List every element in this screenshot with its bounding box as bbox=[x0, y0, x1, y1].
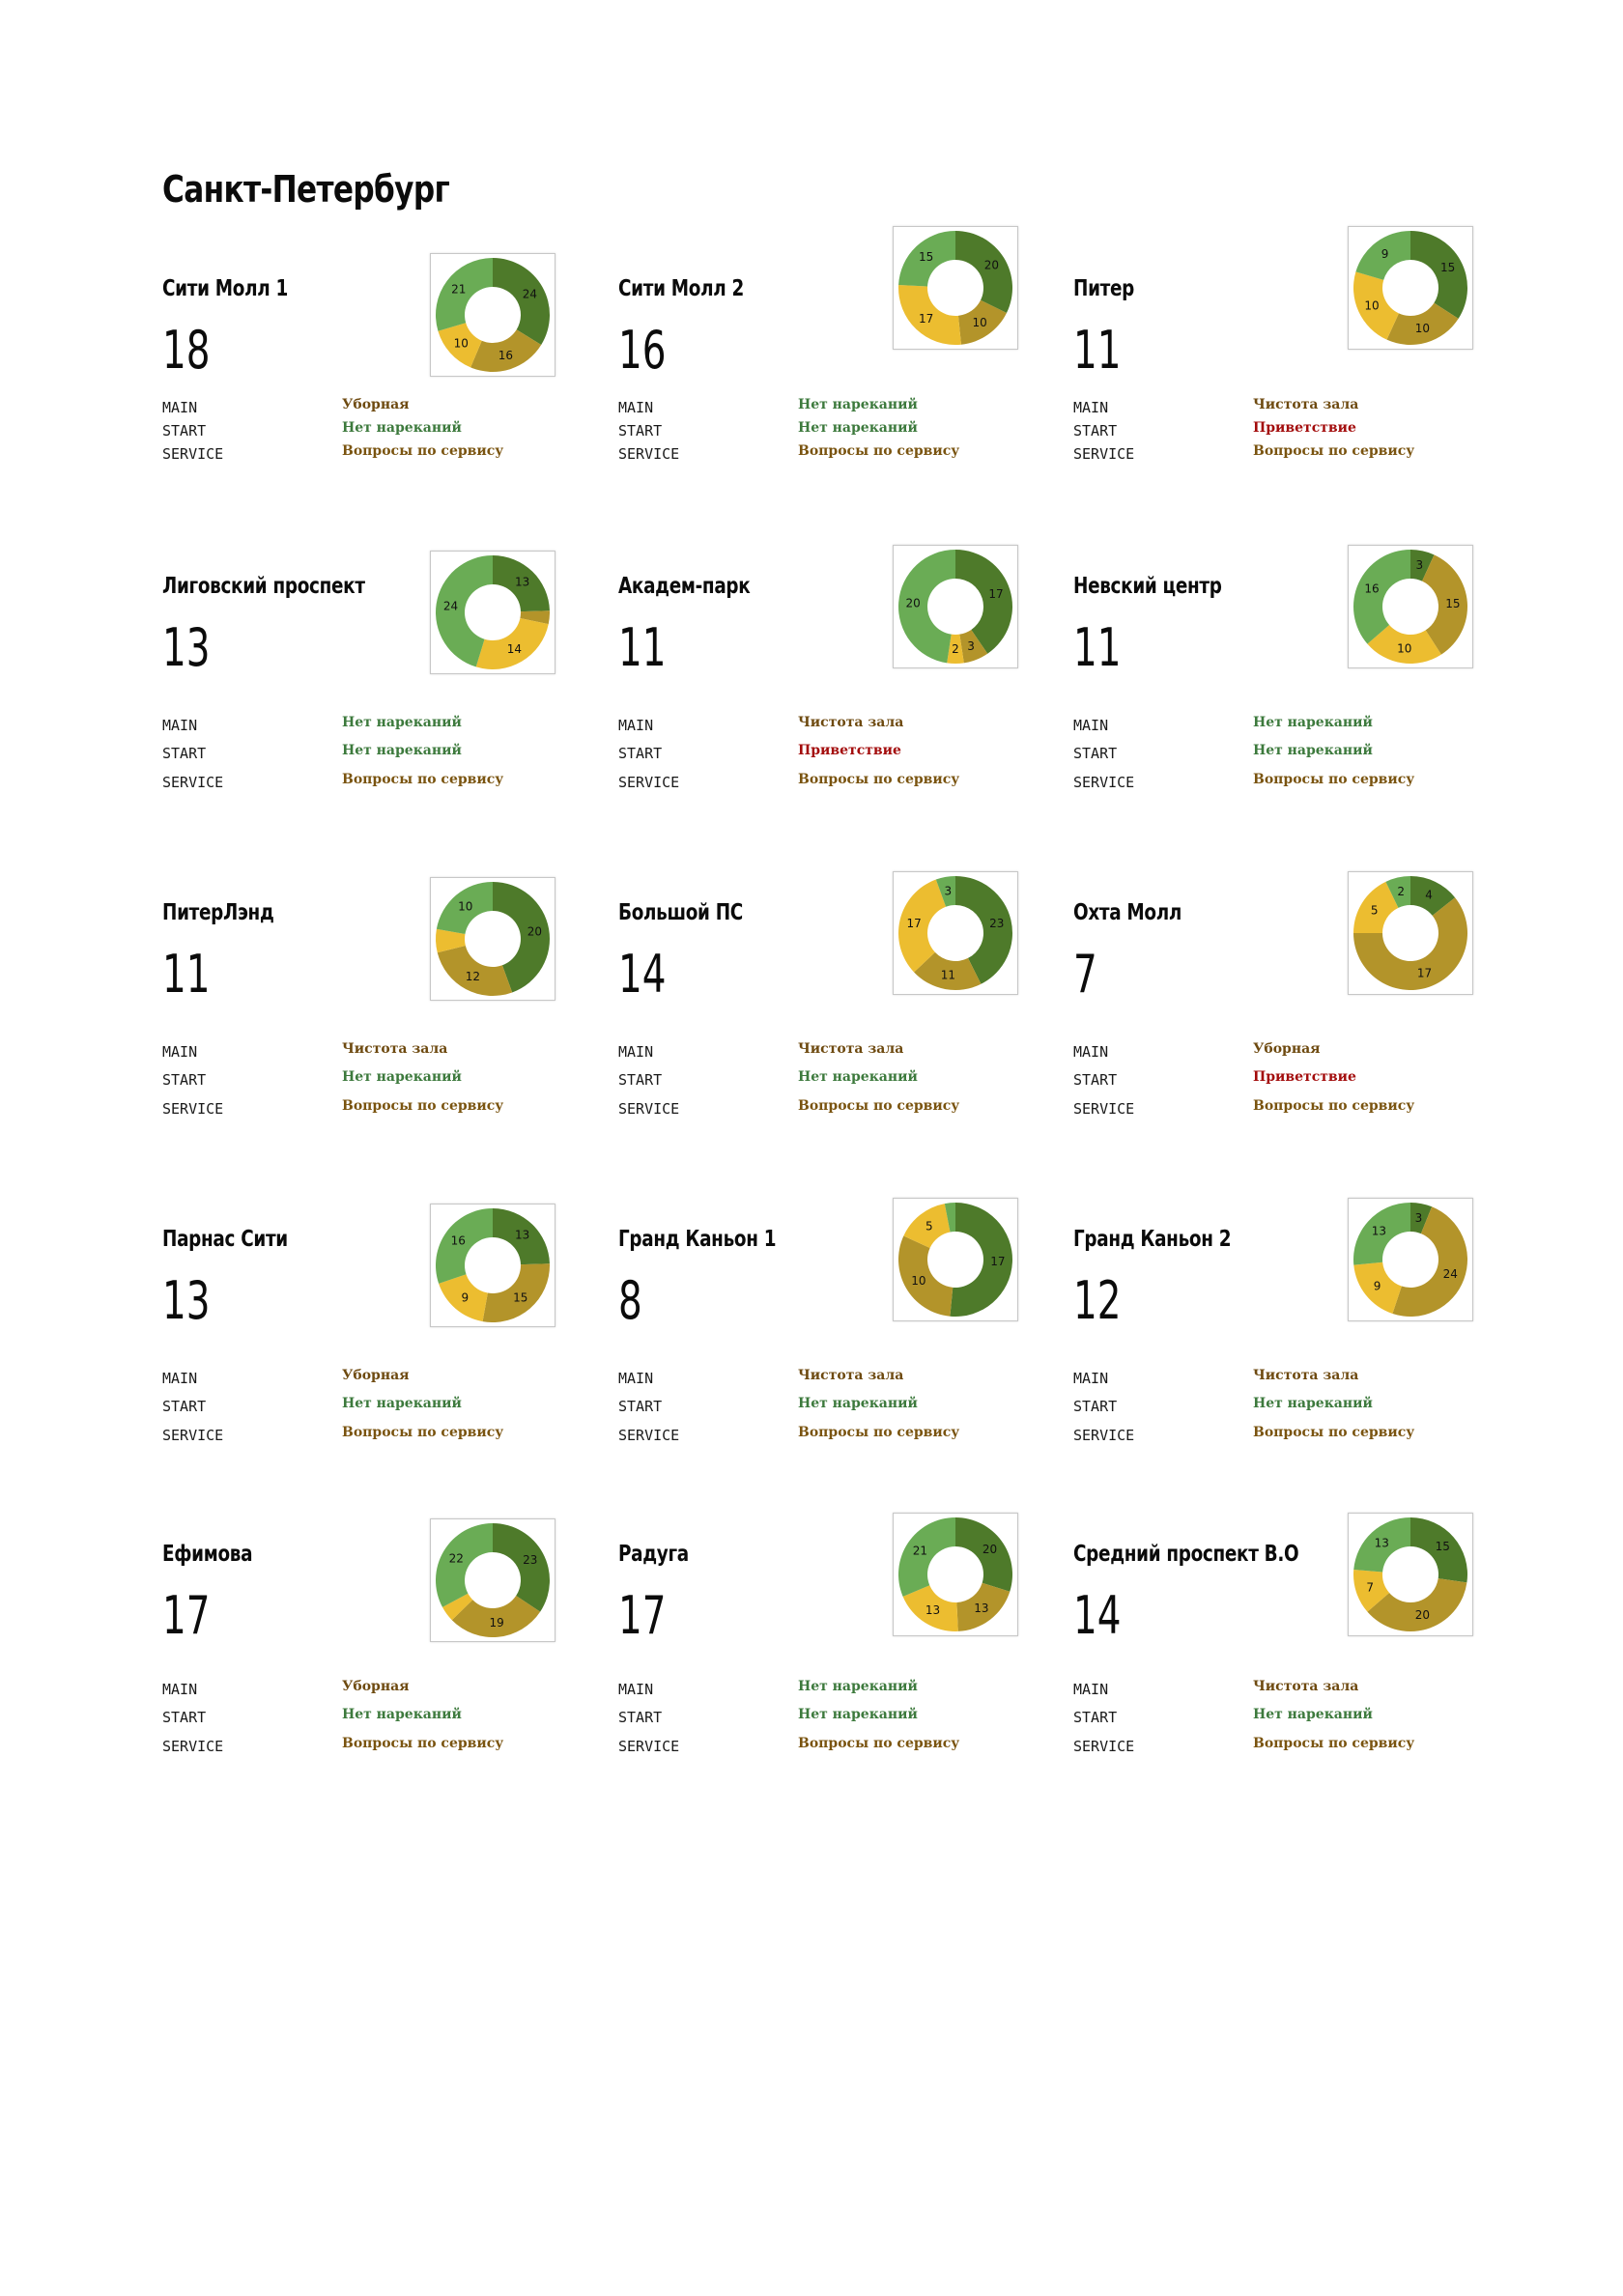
donut-svg bbox=[431, 878, 555, 1000]
donut-chart bbox=[893, 1513, 1018, 1636]
start-status: Нет нареканий bbox=[798, 1396, 918, 1411]
slice-value-label: 23 bbox=[523, 1553, 538, 1568]
donut-chart bbox=[1348, 226, 1473, 350]
slice-value-label: 17 bbox=[988, 587, 1004, 602]
slice-value-label: 24 bbox=[1442, 1267, 1458, 1282]
service-status: Вопросы по сервису bbox=[798, 443, 960, 459]
service-label: SERVICE bbox=[1073, 774, 1135, 791]
main-status: Чистота зала bbox=[1253, 1368, 1359, 1383]
store-name: ПитерЛэнд bbox=[162, 900, 274, 925]
donut-chart bbox=[893, 871, 1018, 995]
store-card bbox=[618, 1219, 1072, 1516]
service-label: SERVICE bbox=[162, 1738, 224, 1755]
main-status: Нет нареканий bbox=[1253, 715, 1373, 730]
donut-chart bbox=[430, 1204, 555, 1327]
store-name: Лиговский проспект bbox=[162, 574, 365, 599]
start-label: START bbox=[1073, 1709, 1118, 1726]
main-label: MAIN bbox=[618, 1681, 654, 1698]
store-card bbox=[1073, 885, 1527, 1190]
slice-value-label: 10 bbox=[972, 316, 987, 330]
store-card bbox=[162, 276, 616, 566]
donut-chart bbox=[1348, 871, 1473, 995]
store-score: 8 bbox=[618, 1270, 642, 1331]
start-label: START bbox=[618, 1709, 663, 1726]
donut-svg bbox=[431, 1519, 555, 1641]
main-label: MAIN bbox=[162, 717, 198, 734]
slice-value-label: 13 bbox=[515, 1228, 530, 1242]
donut-chart bbox=[1348, 1513, 1473, 1636]
donut-svg bbox=[1349, 1514, 1472, 1635]
donut-svg bbox=[431, 552, 555, 673]
slice-value-label: 20 bbox=[905, 596, 921, 610]
donut-svg bbox=[1349, 1199, 1472, 1320]
start-label: START bbox=[1073, 1071, 1118, 1089]
store-card bbox=[618, 250, 1072, 566]
start-status: Нет нареканий bbox=[342, 420, 462, 436]
slice-value-label: 4 bbox=[1425, 888, 1433, 902]
start-label: START bbox=[162, 1071, 207, 1089]
slice-value-label: 2 bbox=[952, 642, 959, 656]
main-label: MAIN bbox=[162, 1370, 198, 1387]
donut-slice bbox=[493, 258, 550, 345]
service-label: SERVICE bbox=[162, 774, 224, 791]
start-label: START bbox=[1073, 745, 1118, 762]
main-label: MAIN bbox=[1073, 717, 1109, 734]
main-status: Чистота зала bbox=[342, 1041, 448, 1057]
store-score: 18 bbox=[162, 320, 211, 381]
main-status: Уборная bbox=[1253, 1041, 1321, 1057]
store-score: 11 bbox=[1073, 617, 1122, 678]
slice-value-label: 17 bbox=[990, 1255, 1006, 1269]
store-name: Сити Молл 1 bbox=[162, 276, 288, 301]
slice-value-label: 3 bbox=[1414, 1210, 1423, 1225]
store-score: 13 bbox=[162, 1270, 211, 1331]
main-label: MAIN bbox=[1073, 1370, 1109, 1387]
service-label: SERVICE bbox=[618, 1100, 680, 1118]
store-name: Средний проспект В.О bbox=[1073, 1542, 1299, 1567]
donut-slice bbox=[493, 1523, 550, 1612]
donut-svg bbox=[894, 1199, 1017, 1320]
main-label: MAIN bbox=[1073, 1681, 1109, 1698]
store-name: Сити Молл 2 bbox=[618, 276, 744, 301]
slice-value-label: 24 bbox=[442, 599, 459, 613]
slice-value-label: 16 bbox=[498, 348, 514, 362]
service-label: SERVICE bbox=[618, 445, 680, 463]
store-score: 7 bbox=[1073, 944, 1097, 1005]
donut-chart bbox=[430, 551, 555, 674]
slice-value-label: 2 bbox=[1397, 885, 1406, 899]
page-title: Санкт-Петербург bbox=[162, 168, 450, 211]
service-label: SERVICE bbox=[1073, 1100, 1135, 1118]
slice-value-label: 12 bbox=[465, 969, 480, 983]
start-status: Нет нареканий bbox=[798, 1069, 918, 1085]
service-status: Вопросы по сервису bbox=[342, 443, 504, 459]
main-status: Чистота зала bbox=[1253, 1679, 1359, 1694]
slice-value-label: 22 bbox=[448, 1551, 464, 1566]
start-status: Нет нареканий bbox=[1253, 1396, 1373, 1411]
main-label: MAIN bbox=[1073, 399, 1109, 416]
store-score: 11 bbox=[618, 617, 667, 678]
slice-value-label: 3 bbox=[944, 884, 953, 898]
slice-value-label: 3 bbox=[967, 638, 975, 653]
start-status: Нет нареканий bbox=[342, 1396, 462, 1411]
donut-svg bbox=[894, 1514, 1017, 1635]
slice-value-label: 15 bbox=[513, 1290, 528, 1305]
main-status: Чистота зала bbox=[798, 715, 904, 730]
slice-value-label: 5 bbox=[925, 1219, 933, 1233]
donut-chart bbox=[430, 1518, 555, 1642]
store-card bbox=[162, 1227, 616, 1516]
slice-value-label: 15 bbox=[1435, 1540, 1450, 1554]
store-score: 11 bbox=[162, 944, 211, 1005]
store-card bbox=[618, 884, 1072, 1190]
donut-svg bbox=[894, 227, 1017, 349]
slice-value-label: 10 bbox=[1364, 298, 1380, 313]
donut-svg bbox=[1349, 872, 1472, 994]
service-label: SERVICE bbox=[1073, 1738, 1135, 1755]
store-score: 16 bbox=[618, 320, 667, 381]
service-label: SERVICE bbox=[162, 445, 224, 463]
donut-svg bbox=[1349, 546, 1472, 667]
start-label: START bbox=[618, 1071, 663, 1089]
start-status: Приветствие bbox=[798, 743, 901, 758]
store-card bbox=[1073, 1210, 1527, 1516]
donut-svg bbox=[894, 872, 1017, 994]
start-status: Нет нареканий bbox=[342, 1069, 462, 1085]
store-card bbox=[1073, 246, 1527, 566]
slice-value-label: 19 bbox=[489, 1615, 504, 1630]
store-score: 12 bbox=[1073, 1270, 1122, 1331]
donut-svg bbox=[431, 1205, 555, 1326]
main-status: Уборная bbox=[342, 397, 410, 412]
start-status: Нет нареканий bbox=[798, 1707, 918, 1722]
store-name: Радуга bbox=[618, 1542, 689, 1567]
service-label: SERVICE bbox=[618, 1738, 680, 1755]
store-name: Питер bbox=[1073, 276, 1135, 301]
donut-slice bbox=[436, 1523, 493, 1607]
slice-value-label: 10 bbox=[911, 1274, 926, 1288]
service-status: Вопросы по сервису bbox=[1253, 443, 1415, 459]
service-status: Вопросы по сервису bbox=[342, 1736, 504, 1751]
donut-slice bbox=[1410, 231, 1467, 319]
slice-value-label: 11 bbox=[940, 968, 956, 982]
slice-value-label: 21 bbox=[451, 282, 467, 297]
start-status: Приветствие bbox=[1253, 1069, 1356, 1085]
store-card bbox=[618, 1542, 1072, 1831]
donut-chart bbox=[1348, 1198, 1473, 1321]
slice-value-label: 16 bbox=[450, 1233, 466, 1248]
start-status: Нет нареканий bbox=[1253, 743, 1373, 758]
start-label: START bbox=[618, 745, 663, 762]
slice-value-label: 20 bbox=[1414, 1608, 1431, 1623]
slice-value-label: 21 bbox=[912, 1544, 927, 1558]
store-score: 14 bbox=[1073, 1585, 1122, 1646]
slice-value-label: 10 bbox=[1414, 322, 1431, 336]
slice-value-label: 20 bbox=[982, 1542, 998, 1556]
slice-value-label: 15 bbox=[1445, 596, 1461, 610]
store-card bbox=[618, 574, 1072, 864]
donut-chart bbox=[430, 877, 555, 1001]
main-label: MAIN bbox=[162, 1681, 198, 1698]
slice-value-label: 14 bbox=[506, 641, 523, 656]
store-card bbox=[1073, 558, 1527, 864]
main-label: MAIN bbox=[162, 1043, 198, 1061]
service-label: SERVICE bbox=[162, 1100, 224, 1118]
main-label: MAIN bbox=[618, 1043, 654, 1061]
store-name: Гранд Каньон 2 bbox=[1073, 1227, 1232, 1252]
main-status: Чистота зала bbox=[798, 1368, 904, 1383]
start-label: START bbox=[162, 1709, 207, 1726]
service-status: Вопросы по сервису bbox=[798, 772, 960, 787]
slice-value-label: 20 bbox=[527, 924, 542, 939]
slice-value-label: 17 bbox=[906, 916, 922, 930]
donut-chart bbox=[1348, 545, 1473, 668]
service-status: Вопросы по сервису bbox=[342, 772, 504, 787]
start-label: START bbox=[618, 1398, 663, 1415]
service-status: Вопросы по сервису bbox=[1253, 1736, 1415, 1751]
service-status: Вопросы по сервису bbox=[342, 1098, 504, 1114]
start-status: Приветствие bbox=[1253, 420, 1356, 436]
donut-chart bbox=[893, 1198, 1018, 1321]
start-status: Нет нареканий bbox=[342, 1707, 462, 1722]
service-label: SERVICE bbox=[618, 774, 680, 791]
slice-value-label: 13 bbox=[1371, 1224, 1387, 1238]
donut-chart bbox=[430, 253, 555, 377]
service-label: SERVICE bbox=[162, 1427, 224, 1444]
donut-chart bbox=[893, 226, 1018, 350]
main-status: Чистота зала bbox=[1253, 397, 1359, 412]
slice-value-label: 24 bbox=[522, 287, 538, 301]
main-status: Уборная bbox=[342, 1679, 410, 1694]
service-label: SERVICE bbox=[1073, 1427, 1135, 1444]
store-name: Охта Молл bbox=[1073, 900, 1182, 925]
store-card bbox=[1073, 1536, 1527, 1831]
donut-svg bbox=[894, 546, 1017, 667]
slice-value-label: 10 bbox=[1397, 641, 1412, 656]
main-label: MAIN bbox=[162, 399, 198, 416]
main-label: MAIN bbox=[618, 717, 654, 734]
slice-value-label: 15 bbox=[919, 250, 934, 265]
store-name: Гранд Каньон 1 bbox=[618, 1227, 777, 1252]
slice-value-label: 15 bbox=[1439, 260, 1456, 274]
start-status: Нет нареканий bbox=[798, 420, 918, 436]
slice-value-label: 16 bbox=[1364, 581, 1380, 596]
slice-value-label: 13 bbox=[974, 1601, 989, 1615]
store-name: Парнас Сити bbox=[162, 1227, 288, 1252]
main-status: Нет нареканий bbox=[798, 1679, 918, 1694]
start-status: Нет нареканий bbox=[342, 743, 462, 758]
slice-value-label: 13 bbox=[515, 575, 530, 589]
start-label: START bbox=[162, 745, 207, 762]
slice-value-label: 10 bbox=[453, 336, 469, 351]
main-label: MAIN bbox=[1073, 1043, 1109, 1061]
slice-value-label: 10 bbox=[458, 899, 473, 914]
store-score: 11 bbox=[1073, 320, 1122, 381]
slice-value-label: 9 bbox=[461, 1290, 470, 1305]
donut-chart bbox=[893, 545, 1018, 668]
start-label: START bbox=[162, 422, 207, 439]
main-status: Чистота зала bbox=[798, 1041, 904, 1057]
slice-value-label: 9 bbox=[1373, 1279, 1381, 1293]
main-label: MAIN bbox=[618, 399, 654, 416]
slice-value-label: 17 bbox=[1416, 966, 1433, 980]
service-status: Вопросы по сервису bbox=[798, 1425, 960, 1440]
store-name: Невский центр bbox=[1073, 574, 1222, 599]
store-score: 17 bbox=[162, 1585, 211, 1646]
slice-value-label: 7 bbox=[1366, 1580, 1374, 1595]
service-status: Вопросы по сервису bbox=[1253, 1098, 1415, 1114]
store-card bbox=[162, 574, 616, 864]
service-status: Вопросы по сервису bbox=[798, 1736, 960, 1751]
start-label: START bbox=[162, 1398, 207, 1415]
start-label: START bbox=[1073, 422, 1118, 439]
start-label: START bbox=[618, 422, 663, 439]
main-label: MAIN bbox=[618, 1370, 654, 1387]
slice-value-label: 3 bbox=[1415, 558, 1424, 573]
service-label: SERVICE bbox=[618, 1427, 680, 1444]
store-name: Академ-парк bbox=[618, 574, 751, 599]
service-label: SERVICE bbox=[1073, 445, 1135, 463]
service-status: Вопросы по сервису bbox=[342, 1425, 504, 1440]
store-score: 14 bbox=[618, 944, 667, 1005]
service-status: Вопросы по сервису bbox=[1253, 772, 1415, 787]
service-status: Вопросы по сервису bbox=[1253, 1425, 1415, 1440]
store-card bbox=[162, 900, 616, 1190]
slice-value-label: 9 bbox=[1381, 246, 1389, 261]
donut-slice bbox=[1353, 550, 1410, 644]
start-label: START bbox=[1073, 1398, 1118, 1415]
slice-value-label: 23 bbox=[989, 916, 1005, 930]
slice-value-label: 13 bbox=[1374, 1536, 1389, 1550]
slice-value-label: 17 bbox=[919, 311, 934, 326]
slice-value-label: 20 bbox=[983, 258, 999, 272]
donut-svg bbox=[1349, 227, 1472, 349]
donut-svg bbox=[431, 254, 555, 376]
slice-value-label: 13 bbox=[925, 1603, 941, 1618]
store-score: 17 bbox=[618, 1585, 667, 1646]
store-name: Ефимова bbox=[162, 1542, 253, 1567]
store-name: Большой ПС bbox=[618, 900, 743, 925]
service-status: Вопросы по сервису bbox=[798, 1098, 960, 1114]
store-card bbox=[162, 1542, 616, 1831]
store-score: 13 bbox=[162, 617, 211, 678]
main-status: Уборная bbox=[342, 1368, 410, 1383]
main-status: Нет нареканий bbox=[342, 715, 462, 730]
start-status: Нет нареканий bbox=[1253, 1707, 1373, 1722]
slice-value-label: 5 bbox=[1370, 903, 1379, 918]
main-status: Нет нареканий bbox=[798, 397, 918, 412]
